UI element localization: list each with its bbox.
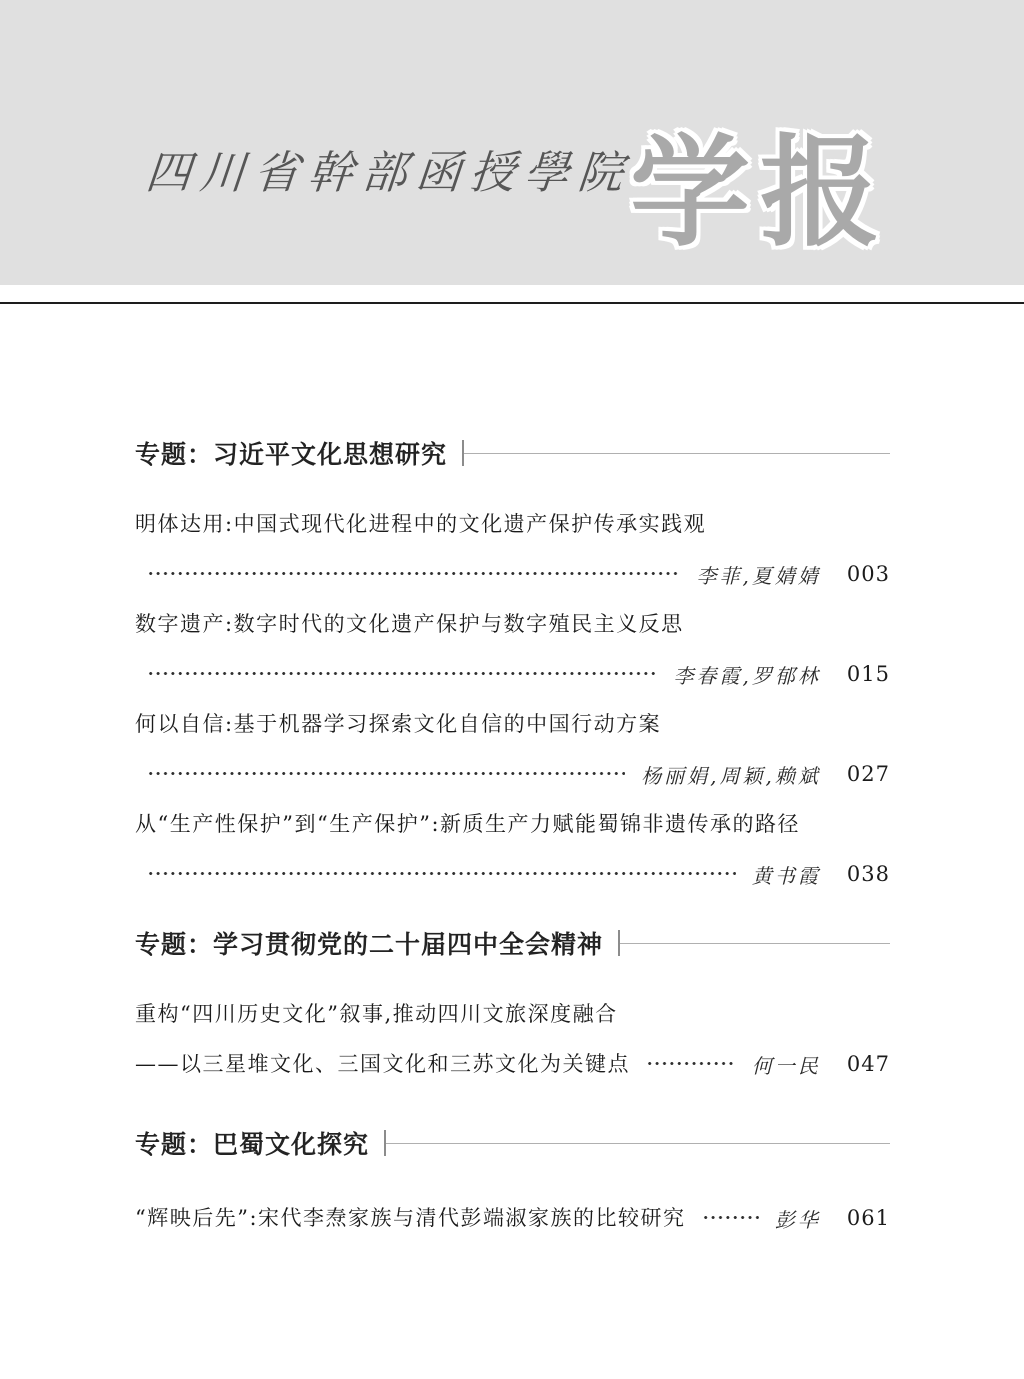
article-subtitle: ——以三星堆文化、三国文化和三苏文化为关键点 — [135, 1052, 630, 1076]
article-leader-line — [135, 758, 890, 790]
article-leader-line — [135, 558, 890, 590]
leader-dots — [700, 1202, 759, 1234]
leader-dots — [145, 558, 681, 590]
article-page-number: 015 — [846, 662, 890, 686]
section-heading — [135, 438, 890, 468]
article-page-number: 061 — [846, 1206, 890, 1230]
article-authors: 李春霞,罗郁林 — [673, 663, 821, 688]
section-heading-text: 专题：习近平文化思想研究 — [135, 440, 448, 469]
toc-entry — [135, 608, 890, 690]
article-title: 数字遗产:数字时代的文化遗产保护与数字殖民主义反思 — [135, 612, 684, 636]
toc-section-bashu-culture — [135, 1128, 890, 1234]
table-of-contents — [0, 438, 1024, 1234]
toc-entry — [135, 1202, 890, 1234]
toc-section-xi-culture — [135, 438, 890, 890]
heading-rule — [620, 943, 890, 944]
toc-entry — [135, 708, 890, 790]
section-heading-text: 专题：巴蜀文化探究 — [135, 1130, 370, 1159]
article-title: “辉映后先”:宋代李焘家族与清代彭端淑家族的比较研究 — [135, 1206, 686, 1230]
article-page-number: 038 — [846, 862, 890, 886]
journal-title: 学报 — [630, 122, 890, 263]
article-leader-line — [135, 658, 890, 690]
article-title: 从“生产性保护”到“生产保护”:新质生产力赋能蜀锦非遗传承的路径 — [135, 812, 801, 836]
leader-dots — [145, 658, 658, 690]
heading-rule — [386, 1143, 890, 1144]
masthead-divider — [0, 302, 1024, 304]
article-authors: 杨丽娟,周颖,赖斌 — [641, 763, 821, 788]
toc-entry — [135, 808, 890, 890]
article-authors: 李菲,夏婧婧 — [696, 563, 821, 588]
article-leader-line — [135, 1048, 890, 1080]
toc-entry — [135, 508, 890, 590]
article-page-number: 047 — [846, 1052, 890, 1076]
leader-dots — [644, 1048, 736, 1080]
article-authors: 彭华 — [774, 1207, 821, 1232]
article-title: 何以自信:基于机器学习探索文化自信的中国行动方案 — [135, 712, 662, 736]
article-leader-line — [135, 1202, 890, 1234]
article-page-number: 027 — [846, 762, 890, 786]
toc-entry — [135, 998, 890, 1080]
article-title: 明体达用:中国式现代化进程中的文化遗产保护传承实践观 — [135, 512, 707, 536]
section-heading — [135, 928, 890, 958]
leader-dots — [145, 858, 736, 890]
article-authors: 何一民 — [751, 1053, 821, 1078]
article-authors: 黄书霞 — [751, 863, 821, 888]
heading-rule — [464, 453, 890, 454]
article-title: 重构“四川历史文化”叙事,推动四川文旅深度融合 — [135, 1002, 618, 1026]
article-page-number: 003 — [846, 562, 890, 586]
section-heading — [135, 1128, 890, 1158]
institution-calligraphy: 四川省幹部函授學院 — [143, 146, 635, 199]
toc-section-plenum-spirit — [135, 928, 890, 1080]
section-heading-text: 专题：学习贯彻党的二十届四中全会精神 — [135, 930, 604, 959]
masthead — [0, 0, 1024, 285]
leader-dots — [145, 758, 625, 790]
article-leader-line — [135, 858, 890, 890]
